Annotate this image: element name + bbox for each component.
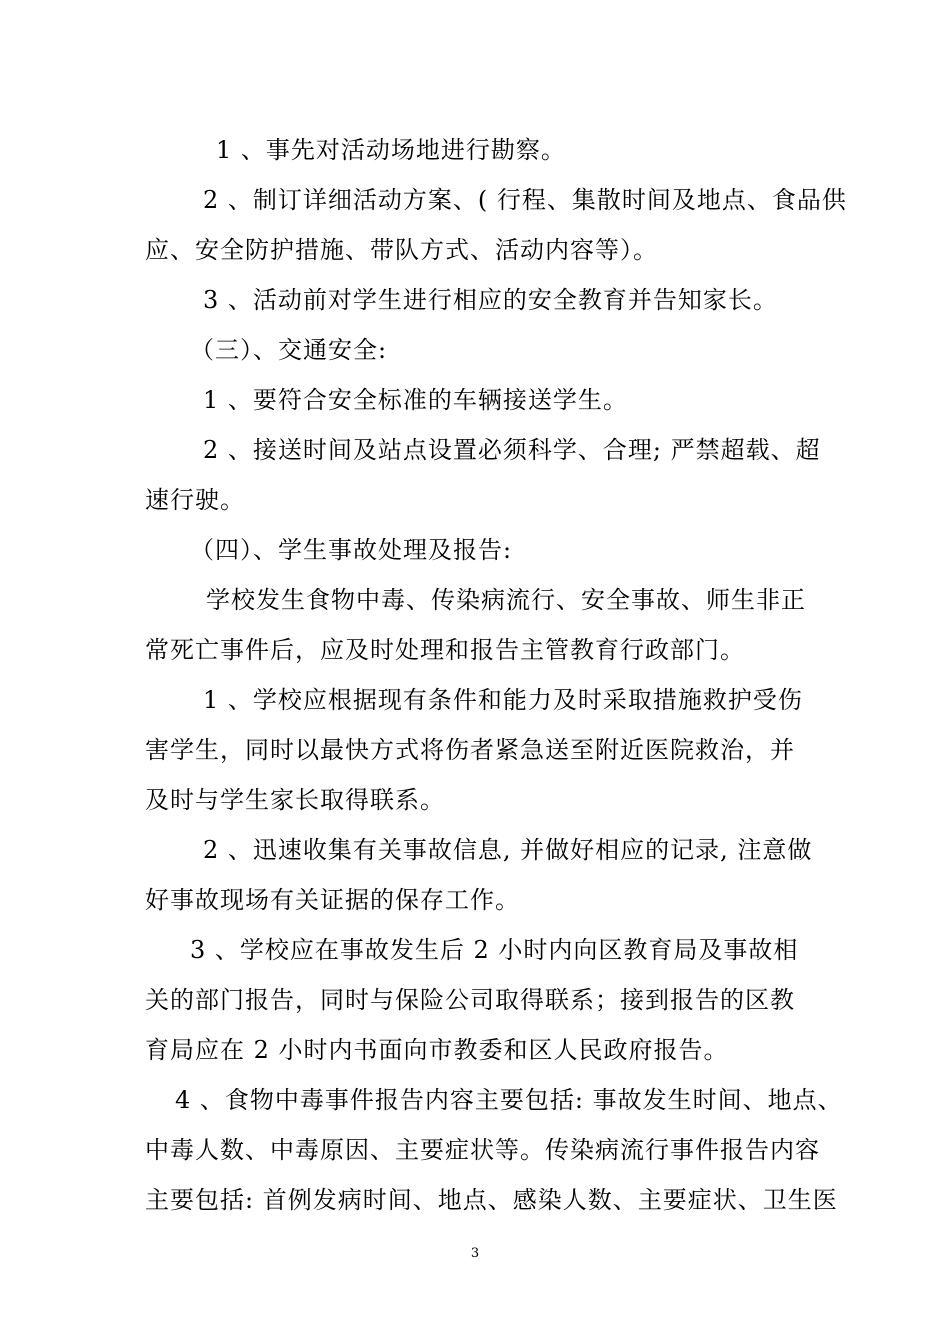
text-line: 害学生，同时以最快方式将伤者紧急送至附近医院救治，并 bbox=[145, 736, 795, 764]
text-line: 学校发生食物中毒、传染病流行、安全事故、师生非正 bbox=[206, 586, 806, 614]
section-heading: （三）、交通安全: bbox=[190, 336, 388, 364]
text-line: 1 、事先对活动场地进行勘察。 bbox=[216, 136, 566, 164]
text-line: 育局应在 2 小时内书面向市教委和区人民政府报告。 bbox=[145, 1036, 729, 1064]
text-line: 2 、接送时间及站点设置必须科学、合理; 严禁超载、超 bbox=[203, 436, 821, 464]
text-line: 2 、迅速收集有关事故信息, 并做好相应的记录, 注意做 bbox=[203, 836, 813, 864]
text-line: 3 、活动前对学生进行相应的安全教育并告知家长。 bbox=[203, 286, 778, 314]
text-line: 1 、学校应根据现有条件和能力及时采取措施救护受伤 bbox=[203, 686, 803, 714]
text-line: 及时与学生家长取得联系。 bbox=[145, 786, 445, 814]
text-line: 速行驶。 bbox=[145, 486, 245, 514]
page-number: 3 bbox=[470, 1246, 480, 1261]
text-line: 4 、食物中毒事件报告内容主要包括: 事故发生时间、地点、 bbox=[175, 1086, 843, 1114]
section-heading: （四）、学生事故处理及报告: bbox=[190, 536, 513, 564]
text-line: 应、安全防护措施、带队方式、活动内容等）。 bbox=[145, 236, 658, 264]
text-line: 1 、要符合安全标准的车辆接送学生。 bbox=[203, 386, 628, 414]
text-line: 中毒人数、中毒原因、主要症状等。传染病流行事件报告内容 bbox=[145, 1136, 820, 1164]
text-line: 2 、制订详细活动方案、( 行程、集散时间及地点、食品供 bbox=[203, 186, 847, 214]
text-line: 好事故现场有关证据的保存工作。 bbox=[145, 886, 520, 914]
text-line: 常死亡事件后，应及时处理和报告主管教育行政部门。 bbox=[145, 636, 745, 664]
text-line: 主要包括: 首例发病时间、地点、感染人数、主要症状、卫生医 bbox=[145, 1186, 838, 1214]
text-line: 关的部门报告，同时与保险公司取得联系；接到报告的区教 bbox=[145, 986, 795, 1014]
text-line: 3 、学校应在事故发生后 2 小时内向区教育局及事故相 bbox=[190, 936, 799, 964]
